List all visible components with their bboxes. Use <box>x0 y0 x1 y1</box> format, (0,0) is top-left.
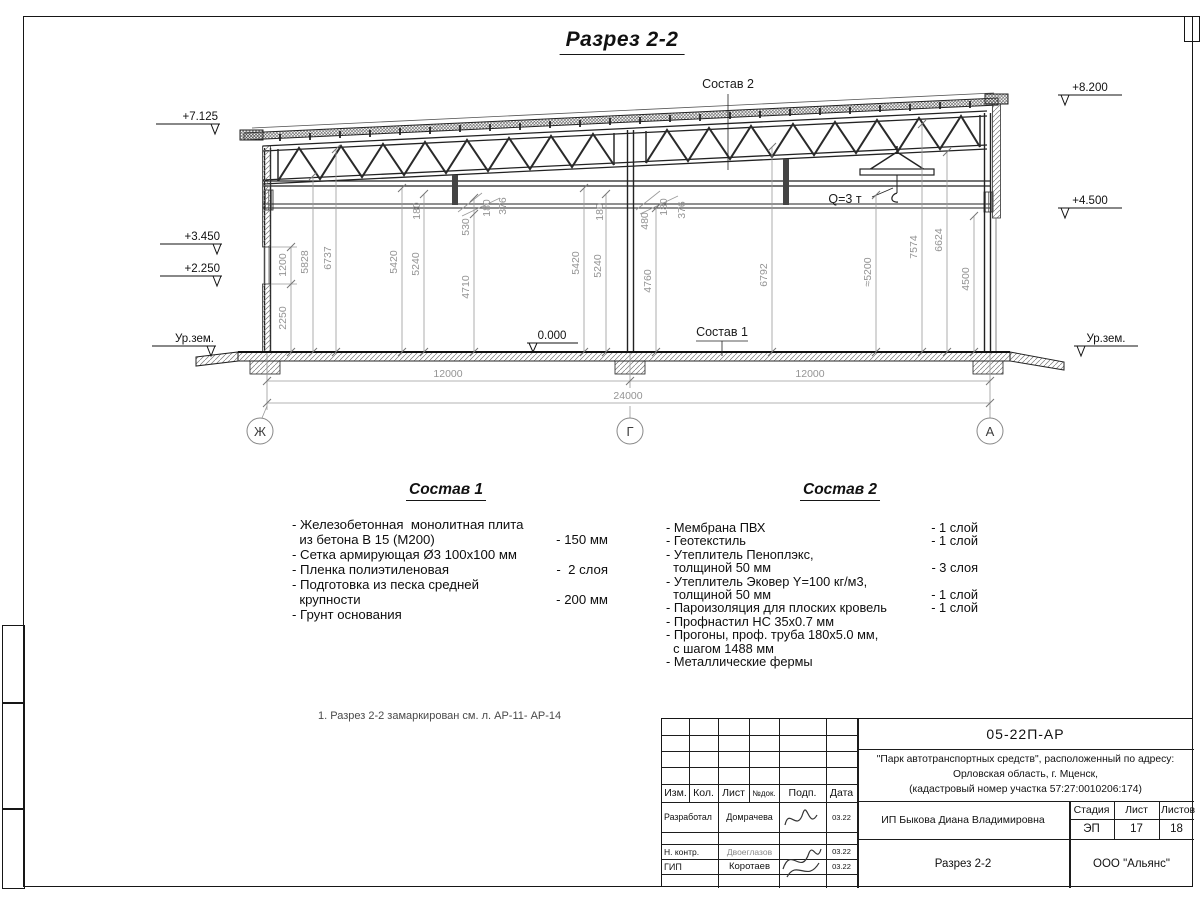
elevation-label: Ур.зем. <box>1086 333 1126 345</box>
margin-box-3 <box>2 808 25 889</box>
list-item: - Грунт основания <box>292 607 402 622</box>
signature-scribbles <box>779 803 826 885</box>
crane-capacity-label: Q=3 т <box>828 192 862 206</box>
dimension-lines <box>271 124 974 352</box>
dim-label: 6624 <box>933 228 945 252</box>
row-date: 03.22 <box>832 862 851 871</box>
dim-label: 530 <box>460 218 472 236</box>
sostav1-ref-label: Состав 1 <box>696 325 748 339</box>
signature-icon <box>783 849 821 877</box>
col-header-izm: Изм. <box>664 787 687 799</box>
row-role: ГИП <box>664 861 682 872</box>
row-name: Двоеглазов <box>726 846 773 857</box>
dim-label: 2250 <box>277 306 289 330</box>
row-date: 03.22 <box>832 847 851 856</box>
client-name: ИП Быкова Диана Владимировна <box>881 814 1045 826</box>
dim-label: 180 <box>481 199 493 217</box>
list-item: крупности - 200 мм <box>292 592 608 607</box>
vertical-dim-labels <box>277 197 972 330</box>
dim-label: 376 <box>676 201 688 219</box>
right-wall <box>993 104 1001 352</box>
dim-label: 12000 <box>433 368 463 380</box>
zero-level-label: 0.000 <box>537 330 567 342</box>
sostav1-title: Состав 1 <box>406 481 486 501</box>
elevation-label: Ур.зем. <box>174 333 214 345</box>
dim-label: 6737 <box>322 246 334 270</box>
left-apron <box>196 352 238 366</box>
page-title: Разрез 2-2 <box>560 28 685 55</box>
dim-label: 5420 <box>570 251 582 275</box>
row-name: Коротаев <box>728 861 771 872</box>
sheet-value: 17 <box>1130 823 1143 835</box>
list-item: - Прогоны, проф. труба 180х5.0 мм, <box>666 627 879 643</box>
axis-bubble-label: Ж <box>253 424 267 439</box>
company-name: ООО "Альянс" <box>1093 857 1170 870</box>
stage-value: ЭП <box>1083 823 1100 835</box>
sostav2-list <box>666 521 978 668</box>
list-item: - Геотекстиль - 1 слой <box>666 533 978 549</box>
dim-label: 5240 <box>592 254 604 278</box>
col-header-podp: Подп. <box>788 787 817 799</box>
stage-label: Стадия <box>1073 804 1110 816</box>
dim-label: 5828 <box>299 250 311 274</box>
axis-bubble-label: Г <box>626 424 634 439</box>
dim-label: 180 <box>411 202 423 220</box>
list-item: - Мембрана ПВХ - 1 слой <box>666 520 978 535</box>
dim-label: 376 <box>497 197 509 215</box>
dim-label: 4500 <box>960 267 972 291</box>
list-item: толщиной 50 мм - 1 слой <box>666 587 978 603</box>
list-item: с шагом 1488 мм <box>666 640 774 656</box>
list-item: - Пленка полиэтиленовая - 2 слоя <box>292 562 608 577</box>
elevation-label: +3.450 <box>184 231 220 243</box>
dim-label: 5420 <box>388 250 400 274</box>
sheets-label: Листов <box>1161 804 1196 816</box>
list-item: - Подготовка из песка средней <box>292 577 479 592</box>
dim-label: 6792 <box>758 263 770 287</box>
elevation-label: +4.500 <box>1072 195 1108 207</box>
left-wall <box>263 146 271 352</box>
list-item: - Утеплитель Эковер Y=100 кг/м3, <box>666 573 868 589</box>
list-item: из бетона В 15 (М200) - 150 мм <box>292 532 608 547</box>
col-header-kol: Кол. <box>693 787 714 799</box>
runway-beams <box>263 181 990 208</box>
dim-label: 4710 <box>460 275 472 299</box>
sostav2-title: Состав 2 <box>800 481 880 501</box>
dim-label: 4760 <box>642 269 654 293</box>
list-item: - Утеплитель Пеноплэкс, <box>666 546 814 562</box>
project-description: "Парк автотранспортных средств", расположенный по адресу: Орловская область, г. Мценск, (кадастровый номер участка 57:27:0010206:174) <box>876 754 1175 795</box>
sheet-label: Лист <box>1125 804 1148 816</box>
dim-label: 180 <box>658 198 670 216</box>
elevation-label: +7.125 <box>182 111 218 123</box>
title-block <box>661 718 1196 887</box>
dim-label: 12000 <box>795 368 825 380</box>
elevation-label: +2.250 <box>184 263 220 275</box>
axis-bubble-label: А <box>985 424 995 439</box>
list-item: - Сетка армирующая Ø3 100х100 мм <box>292 547 517 562</box>
dim-label: 1200 <box>277 253 289 277</box>
row-name: Домрачева <box>726 812 773 822</box>
sheets-value: 18 <box>1170 823 1183 835</box>
sostav2-ref-label: Состав 2 <box>702 77 754 91</box>
left-parapet-cap <box>240 130 263 140</box>
margin-box-1 <box>2 625 25 704</box>
margin-box-2 <box>2 702 25 810</box>
list-item: - Металлические фермы <box>666 654 813 670</box>
col-header-list: Лист <box>722 787 745 799</box>
drawing-note: 1. Разрез 2-2 замаркирован см. л. АР-11- АР-14 <box>318 710 562 722</box>
row-role: Разработал <box>664 812 712 822</box>
right-parapet-cap <box>985 94 1008 104</box>
list-item: - Пароизоляция для плоских кровель - 1 слой <box>666 600 978 616</box>
dim-label: 480 <box>639 212 651 230</box>
list-item: толщиной 50 мм - 3 слоя <box>666 560 978 576</box>
col-header-data: Дата <box>829 787 854 799</box>
row-date: 03.22 <box>832 812 851 822</box>
dim-label: 180 <box>594 203 606 221</box>
dim-label: ≈5200 <box>862 257 874 287</box>
sostav1-list <box>292 517 608 622</box>
col-header-ndoc: №док. <box>752 788 776 798</box>
doc-code: 05-22П-АР <box>986 726 1065 742</box>
list-item: - Профнастил НС 35х0.7 мм <box>666 613 835 629</box>
dim-label: 5240 <box>410 252 422 276</box>
dim-label: 7574 <box>908 235 920 259</box>
dim-label: 24000 <box>613 390 643 402</box>
elevation-label: +8.200 <box>1072 82 1108 94</box>
signature-icon <box>785 810 817 825</box>
right-apron <box>1010 352 1064 370</box>
list-item: - Железобетонная монолитная плита <box>292 517 524 532</box>
row-role: Н. контр. <box>664 846 700 857</box>
sheet-title: Разрез 2-2 <box>934 857 992 870</box>
columns <box>265 113 991 352</box>
